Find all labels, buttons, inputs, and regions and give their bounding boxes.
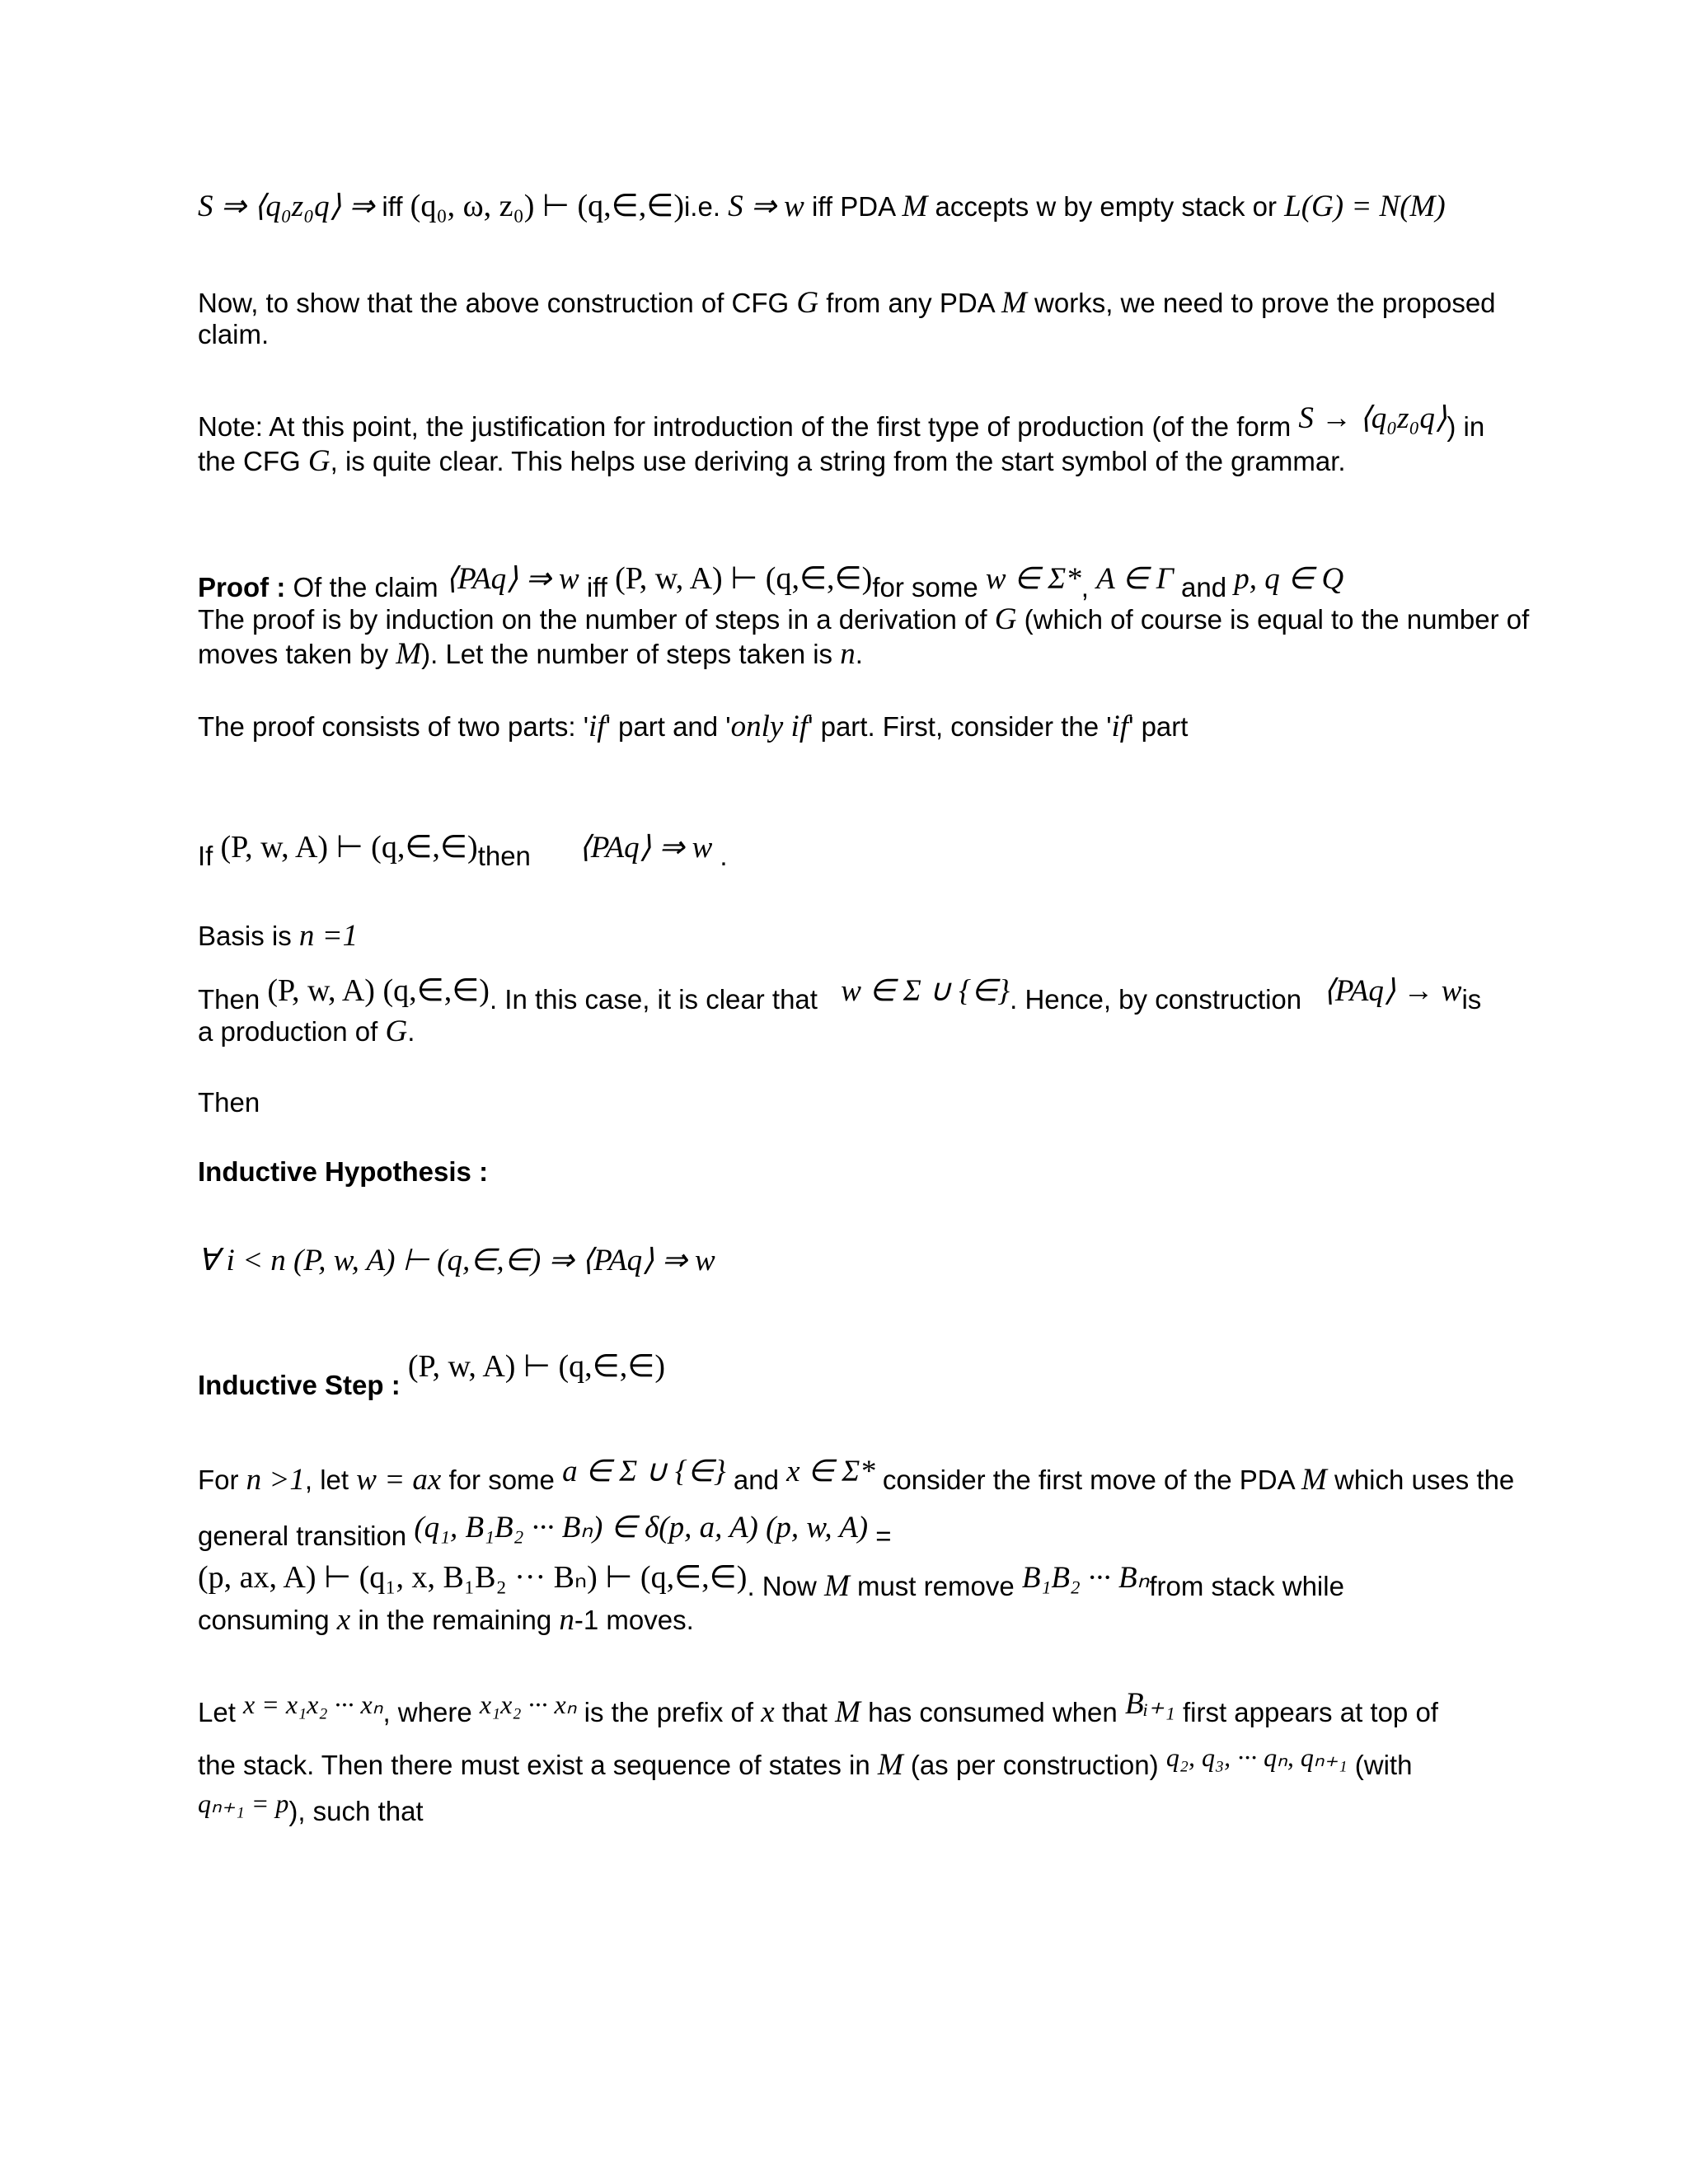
text: then [477,841,531,871]
math-symbol: M [877,1748,903,1782]
math-symbol: x [336,1603,351,1637]
math-symbol: G [385,1015,408,1048]
text: . [407,1016,415,1047]
math-equation: n =1 [298,919,359,953]
paragraph-line [198,318,269,351]
paragraph-line [198,1086,260,1119]
text: works, we need to prove the proposed [1034,288,1496,318]
text: The proof consists of two parts: ' [198,711,589,742]
paragraph-line [198,1742,1413,1782]
text: (which of course is equal to the number of [1024,604,1530,635]
text: -1 moves. [574,1605,694,1635]
math-word: if [1111,710,1129,743]
text: claim. [198,319,270,349]
text: Then [198,984,260,1015]
math-hypothesis: ∀ i < n (P, w, A) ⊢ (q,∈,∈) ⇒ ⟨PAq⟩ ⇒ w [198,1244,715,1277]
paragraph-line [198,603,1529,636]
text: Of the claim [293,572,438,602]
paragraph-line [198,973,1482,1016]
text: ' part and ' [605,711,731,742]
text: ), such that [288,1796,424,1826]
math-symbol: M [902,190,928,223]
paragraph-line [198,1560,1344,1603]
math-derivation: ⟨PAq⟩ ⇒ w [445,562,579,596]
text: for some [448,1465,555,1495]
text: Let [198,1697,236,1727]
paragraph-line [198,1015,415,1048]
text: Note: At this point, the justification for introduction of the first type of production (of the form [198,411,1292,442]
text: ) in [1447,411,1485,442]
math-move: (P, w, A) ⊢ (q,∈,∈) [220,830,478,865]
math-membership: a ∈ Σ ∪ {∈} [562,1455,726,1488]
math-stack-symbol: Bᵢ₊₁ [1124,1687,1175,1721]
text: first appears at top of [1182,1697,1438,1727]
section-heading [198,1155,488,1188]
paragraph-line [198,445,1346,478]
text: which uses the [1334,1465,1515,1495]
math-move-sequence: (p, ax, A) ⊢ (q₁, x, B₁B₂ ··· Bₙ) ⊢ (q,∈,∈) [198,1560,748,1595]
text: from stack while [1149,1571,1344,1601]
inductive-hypothesis-heading: Inductive Hypothesis : [198,1156,489,1187]
math-symbol: x [761,1695,775,1729]
text: . [855,639,863,669]
math-membership: x ∈ Σ* [786,1455,875,1488]
math-symbol: n [840,637,856,671]
math-move: (P, w, A) ⊢ (q,∈,∈) [407,1349,666,1384]
math-derivation: S ⇒ ⟨q₀z₀q⟩ ⇒ [198,190,375,223]
math-state-sequence: q₂, q₃, ··· qₙ, qₙ₊₁ [1165,1742,1348,1772]
math-production: ⟨PAq⟩ → w [1323,974,1462,1008]
text: Basis is [198,921,292,951]
text: is the prefix of [584,1697,754,1727]
text: iff [382,191,403,222]
text: , where [382,1697,472,1727]
text: in the remaining [358,1605,552,1635]
paragraph-line [198,1788,424,1828]
math-prefix: x₁x₂ ··· xₙ [479,1690,577,1719]
math-derivation: ⟨PAq⟩ ⇒ w [579,831,713,865]
math-symbol: G [994,602,1017,636]
text: ). Let the number of steps taken is [421,639,833,669]
math-symbol: M [823,1569,850,1603]
text: Now, to show that the above construction of CFG [198,288,790,318]
text: a production of [198,1016,378,1047]
math-move: (q₀, ω, z₀) ⊢ (q,∈,∈) [410,189,684,223]
math-membership: w ∈ Σ* [985,562,1081,596]
paragraph-line [198,287,1496,320]
math-symbol: n [559,1603,574,1637]
math-move: (P, w, A) (q,∈,∈) [267,973,490,1008]
math-move: (P, w, A) ⊢ (q,∈,∈) [615,561,873,596]
math-membership: p, q ∈ Q [1234,562,1344,596]
paragraph-line [198,1455,1515,1497]
text: The proof is by induction on the number of steps in a derivation of [198,604,987,635]
math-word: if [588,710,606,743]
text: . Now [747,1571,817,1601]
math-stack-string: B₁B₂ ··· Bₙ [1021,1561,1150,1595]
text: . Hence, by construction [1010,984,1302,1015]
text: Then [198,1087,260,1118]
paragraph-line [198,401,1485,443]
formula-line [198,1244,715,1277]
paragraph-line [198,920,358,953]
text: (as per construction) [910,1750,1159,1780]
text: and [733,1465,779,1495]
math-derivation: S ⇒ w [728,190,804,223]
math-transition: (q₁, B₁B₂ ··· Bₙ) ∈ δ(p, a, A) (p, w, A) [414,1511,869,1544]
text: , [1081,572,1089,602]
math-equation: x = x₁x₂ ··· xₙ [243,1690,383,1719]
math-symbol: M [396,637,422,671]
text: iff PDA [812,191,895,222]
text: If [198,841,213,871]
text: (with [1354,1750,1413,1780]
text: ' part [1128,711,1189,742]
text: i.e. [683,191,720,222]
text: , let [304,1465,349,1495]
proof-line [198,561,1344,604]
text: . In this case, it is clear that [489,984,818,1015]
math-equation: L(G) = N(M) [1284,190,1446,223]
text: for some [872,572,978,602]
text: must remove [856,1571,1015,1601]
paragraph-line [198,638,863,671]
paragraph-line [198,710,1188,743]
statement-line [198,830,728,873]
paragraph-line [198,1604,694,1637]
math-word: only if [730,710,809,743]
math-symbol: G [796,286,819,320]
math-equation: w = ax [356,1463,442,1497]
text: general transition [198,1521,407,1551]
text: is [1461,984,1482,1015]
text: . [720,841,728,871]
math-inequality: n >1 [246,1463,305,1497]
text: ' part. First, consider the ' [808,711,1112,742]
text: from any PDA [826,288,994,318]
math-membership: w ∈ Σ ∪ {∈} [841,974,1010,1008]
text: For [198,1465,239,1495]
text: , is quite clear. This helps use deriving a string from the start symbol of the grammar. [330,446,1346,476]
math-equation: qₙ₊₁ = p [198,1788,289,1818]
text: and [1181,572,1227,602]
proof-heading: Proof : [198,572,286,602]
paragraph-line [198,1687,1438,1729]
text: consider the first move of the PDA [882,1465,1294,1495]
derivation-line [198,190,1446,223]
text: the CFG [198,446,301,476]
math-symbol: M [1001,286,1027,320]
text: that [781,1697,828,1727]
paragraph-line [198,1511,892,1553]
inductive-step-heading: Inductive Step : [198,1370,401,1400]
math-production: S → ⟨q₀z₀q⟩ [1298,401,1447,435]
text: has consumed when [868,1697,1118,1727]
text: accepts w by empty stack or [935,191,1277,222]
text: consuming [198,1605,330,1635]
statement-line [198,1349,666,1402]
math-symbol: G [307,444,331,478]
text: = [875,1521,892,1551]
text: the stack. Then there must exist a sequence of states in [198,1750,870,1780]
math-symbol: M [1301,1463,1327,1497]
math-symbol: M [835,1695,860,1729]
text: moves taken by [198,639,389,669]
text: iff [586,572,607,602]
math-membership: A ∈ Γ [1096,562,1174,596]
